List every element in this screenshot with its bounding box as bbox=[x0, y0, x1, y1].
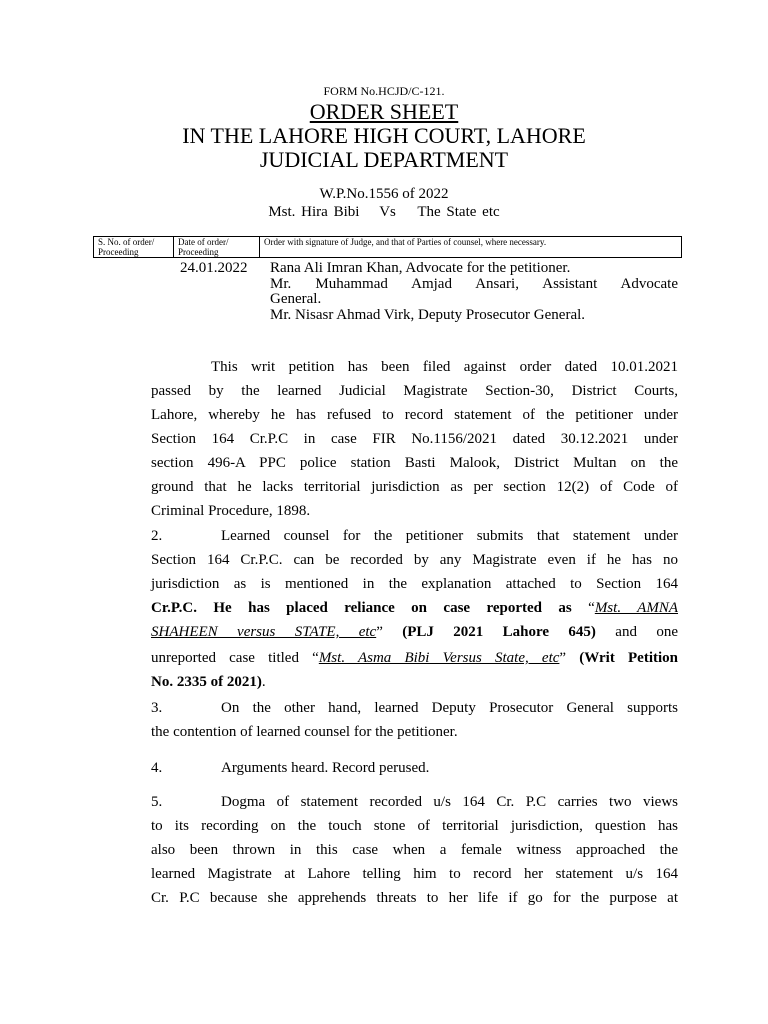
body-line bbox=[151, 598, 678, 618]
order-date: 24.01.2022 bbox=[180, 260, 248, 276]
case-citation: Mst. Asma Bibi Versus State, etc bbox=[318, 650, 560, 666]
body-line: Lahore, whereby he has refused to record statement of the petitioner under bbox=[151, 407, 678, 423]
text-run: unreported case titled “ bbox=[151, 650, 319, 666]
body-line bbox=[151, 758, 678, 778]
body-line bbox=[151, 526, 678, 546]
date-header-line2: Proceeding bbox=[178, 246, 219, 257]
versus-label: Vs bbox=[379, 204, 396, 220]
case-parties bbox=[0, 204, 768, 221]
text-run: On the other hand, learned Deputy Prosecutor General supports bbox=[221, 700, 678, 716]
body-line: learned Magistrate at Lahore telling him to record her statement u/s 164 bbox=[151, 866, 678, 882]
text-run: Learned counsel for the petitioner submits that statement under bbox=[221, 528, 678, 544]
appearance-line: Mr. Muhammad Amjad Ansari, Assistant Advocate bbox=[270, 276, 678, 292]
date-column-header bbox=[174, 237, 260, 257]
text-run: ” bbox=[376, 624, 383, 640]
text-run: “ bbox=[588, 600, 595, 616]
body-line: This writ petition has been filed against order dated 10.01.2021 bbox=[211, 359, 678, 375]
body-line: jurisdiction as is mentioned in the explanation attached to Section 164 bbox=[151, 576, 678, 592]
citation-reference: (PLJ 2021 Lahore 645) bbox=[402, 624, 596, 640]
text-run: Cr.P.C. bbox=[151, 600, 197, 616]
court-title: IN THE LAHORE HIGH COURT, LAHORE bbox=[182, 123, 586, 148]
body-line: to its recording on the touch stone of territorial jurisdiction, question has bbox=[151, 818, 678, 834]
body-line: the contention of learned counsel for the petitioner. bbox=[151, 724, 458, 740]
order-table-header bbox=[93, 236, 682, 258]
case-number: W.P.No.1556 of 2022 bbox=[319, 186, 449, 202]
body-line bbox=[151, 698, 678, 718]
body-line bbox=[151, 622, 678, 642]
appearance-line: Rana Ali Imran Khan, Advocate for the petitioner. bbox=[270, 260, 571, 276]
body-line: Section 164 Cr.P.C. can be recorded by any Magistrate even if he has no bbox=[151, 552, 678, 568]
paragraph-number: 2. bbox=[151, 528, 163, 544]
date-header-line1: Date of order/ bbox=[178, 237, 229, 247]
body-line bbox=[151, 792, 678, 812]
text-run: Dogma of statement recorded u/s 164 Cr. P.C carries two views bbox=[221, 794, 678, 810]
body-line bbox=[151, 648, 678, 668]
order-column-header: Order with signature of Judge, and that of Parties of counsel, where necessary. bbox=[264, 237, 547, 247]
body-line: also been thrown in this case when a female witness approached the bbox=[151, 842, 678, 858]
serial-column-header bbox=[94, 237, 174, 257]
body-line bbox=[151, 672, 678, 692]
text-run: and one bbox=[615, 624, 678, 640]
case-citation: SHAHEEN versus STATE, etc bbox=[151, 624, 377, 640]
body-line: Criminal Procedure, 1898. bbox=[151, 503, 311, 519]
serial-header-line2: Proceeding bbox=[98, 246, 139, 257]
order-sheet-title: ORDER SHEET bbox=[309, 99, 459, 124]
body-line: passed by the learned Judicial Magistrate Section-30, District Courts, bbox=[151, 383, 678, 399]
body-line: Cr. P.C because she apprehends threats to her life if go for the purpose at bbox=[151, 890, 678, 906]
body-line: ground that he lacks territorial jurisdiction as per section 12(2) of Code of bbox=[151, 479, 678, 495]
text-run: He has placed reliance on case reported as bbox=[213, 600, 572, 616]
petitioner-name: Mst. Hira Bibi bbox=[268, 204, 360, 220]
text-run: . bbox=[261, 674, 266, 690]
serial-header-line1: S. No. of order/ bbox=[98, 237, 155, 247]
appearance-line: General. bbox=[270, 291, 322, 307]
form-number: FORM No.HCJD/C-121. bbox=[323, 84, 445, 98]
text-run: ” bbox=[559, 650, 567, 666]
case-citation: Mst. AMNA bbox=[594, 600, 679, 616]
text-run: Arguments heard. Record perused. bbox=[221, 760, 430, 776]
body-line: Section 164 Cr.P.C in case FIR No.1156/2021 dated 30.12.2021 under bbox=[151, 431, 678, 447]
appearance-line: Mr. Nisasr Ahmad Virk, Deputy Prosecutor General. bbox=[270, 307, 586, 323]
paragraph-number: 3. bbox=[151, 700, 163, 716]
citation-reference: No. 2335 of 2021) bbox=[151, 674, 262, 690]
body-line: section 496-A PPC police station Basti Malook, District Multan on the bbox=[151, 455, 678, 471]
paragraph-number: 5. bbox=[151, 794, 163, 810]
respondent-name: The State etc bbox=[417, 204, 500, 220]
department-title: JUDICIAL DEPARTMENT bbox=[259, 147, 509, 172]
paragraph-number: 4. bbox=[151, 760, 163, 776]
citation-reference: (Writ Petition bbox=[579, 650, 678, 666]
